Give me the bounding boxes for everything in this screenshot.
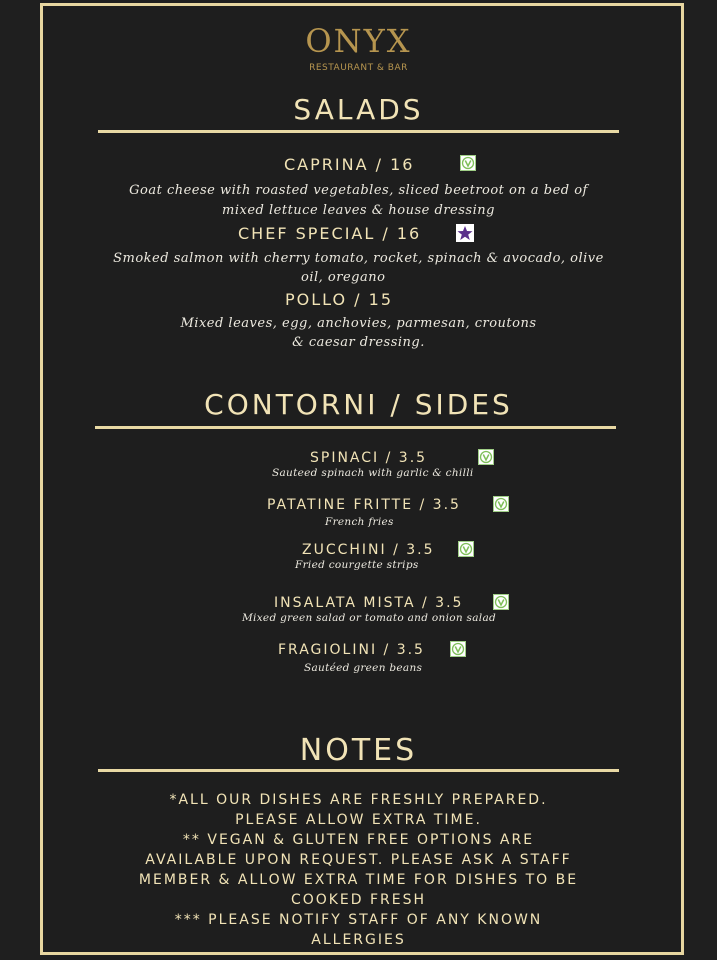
zucchini-desc: Fried courgette strips: [295, 559, 419, 571]
caprina-desc-line2: mixed lettuce leaves & house dressing: [222, 203, 495, 218]
vegan-icon: [478, 449, 494, 465]
pollo-desc-line1: Mixed leaves, egg, anchovies, parmesan, croutons: [180, 316, 537, 331]
vegan-icon: [493, 594, 509, 610]
notes-line: ALLERGIES: [311, 932, 406, 948]
vegan-icon: [493, 496, 509, 512]
vegan-icon: [450, 641, 466, 657]
spinaci-desc: Sauteed spinach with garlic & chilli: [272, 467, 474, 479]
notes-line: COOKED FRESH: [290, 892, 427, 908]
insalata-mista-desc: Mixed green salad or tomato and onion salad: [242, 612, 497, 624]
notes-line: *ALL OUR DISHES ARE FRESHLY PREPARED.: [169, 792, 548, 808]
salads-heading: SALADS: [293, 93, 424, 126]
vegan-icon: [458, 541, 474, 557]
sides-heading: CONTORNI / SIDES: [204, 388, 513, 421]
spinaci-title: SPINACI / 3.5: [310, 450, 428, 466]
patatine-fritte-desc: French fries: [325, 516, 394, 528]
pollo-desc-line2: & caesar dressing.: [292, 335, 425, 350]
brand-logo: ONYX: [305, 22, 412, 60]
caprina-desc-line1: Goat cheese with roasted vegetables, sliced beetroot on a bed of: [129, 183, 588, 198]
notes-line: *** PLEASE NOTIFY STAFF OF ANY KNOWN: [174, 912, 543, 928]
fragiolini-title: FRAGIOLINI / 3.5: [278, 642, 425, 658]
patatine-fritte-title: PATATINE FRITTE / 3.5: [267, 497, 461, 513]
brand-subtitle: RESTAURANT & BAR: [309, 63, 408, 73]
notes-line: ** VEGAN & GLUTEN FREE OPTIONS ARE: [182, 832, 535, 848]
chef-special-desc-line1: Smoked salmon with cherry tomato, rocket, spinach & avocado, olive: [113, 251, 604, 266]
notes-line: PLEASE ALLOW EXTRA TIME.: [235, 812, 482, 828]
chef-special-title: CHEF SPECIAL / 16: [238, 224, 422, 243]
salads-divider: [98, 130, 619, 133]
caprina-title: CAPRINA / 16: [284, 155, 415, 174]
zucchini-title: ZUCCHINI / 3.5: [302, 542, 435, 558]
notes-heading: NOTES: [299, 733, 418, 768]
sides-divider: [95, 426, 616, 429]
star-icon: [456, 224, 474, 242]
notes-line: MEMBER & ALLOW EXTRA TIME FOR DISHES TO BE: [138, 872, 579, 888]
insalata-mista-title: INSALATA MISTA / 3.5: [274, 595, 464, 611]
vegan-icon: [460, 155, 476, 171]
notes-line: AVAILABLE UPON REQUEST. PLEASE ASK A STAFF: [145, 852, 572, 868]
fragiolini-desc: Sautéed green beans: [304, 662, 423, 674]
notes-divider: [98, 769, 619, 772]
chef-special-desc-line2: oil, oregano: [301, 270, 386, 285]
pollo-title: POLLO / 15: [285, 290, 394, 309]
notes-text: [0, 790, 717, 950]
